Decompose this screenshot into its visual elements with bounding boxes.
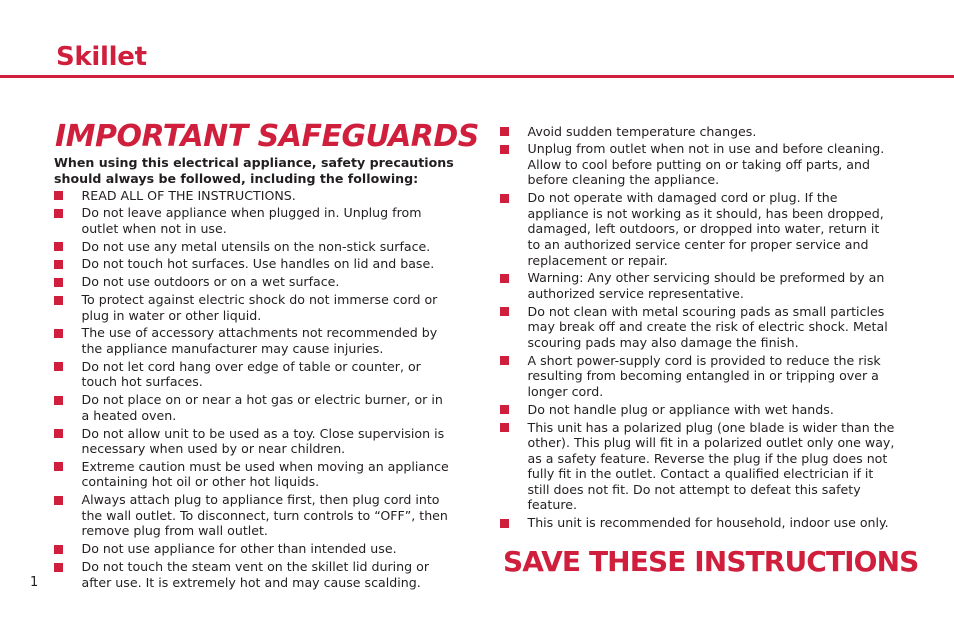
safeguard-item xyxy=(54,426,454,457)
safeguard-item xyxy=(54,325,454,356)
safeguard-text: Unplug from outlet when not in use and before cleaning. Allow to cool before putting on or taking off parts, and before cleaning the appliance. xyxy=(527,141,885,188)
safeguard-text: Extreme caution must be used when moving an appliance containing hot oil or other hot liquids. xyxy=(81,458,449,490)
square-bullet-icon xyxy=(54,329,63,338)
safeguard-item xyxy=(54,541,454,557)
section-title: Skillet xyxy=(56,42,147,72)
safeguard-item xyxy=(54,256,454,272)
safeguard-text: Avoid sudden temperature changes. xyxy=(527,123,757,139)
safeguard-text: Do not let cord hang over edge of table or counter, or touch hot surfaces. xyxy=(81,358,421,390)
safeguard-text: Do not operate with damaged cord or plug. If the appliance is not working as it should, has been dropped, damaged, left outdoors, or dropped into water, return it to an authorized service center for proper service and replacement or repair. xyxy=(527,190,884,268)
safeguard-text: Do not touch the steam vent on the skillet lid during or after use. It is extremely hot and may cause scalding. xyxy=(81,559,430,590)
square-bullet-icon xyxy=(54,242,63,251)
square-bullet-icon xyxy=(500,356,509,365)
safeguard-text: Warning: Any other servicing should be preformed by an authorized service representative. xyxy=(527,270,885,301)
safeguard-text: READ ALL OF THE INSTRUCTIONS. xyxy=(81,187,296,203)
safeguard-item xyxy=(500,353,895,400)
square-bullet-icon xyxy=(500,194,509,203)
square-bullet-icon xyxy=(54,296,63,305)
safeguard-text: This unit is recommended for household, indoor use only. xyxy=(527,515,889,531)
square-bullet-icon xyxy=(54,429,63,438)
safeguard-text: This unit has a polarized plug (one blade is wider than the other). This plug will fit in a polarized outlet only one way, as a safety feature. Reverse the plug if the plug does not fully fit in the outlet. Contact a qualified electrician if it still does not fit. Do not attempt to defeat this safety feature. xyxy=(527,419,895,513)
square-bullet-icon xyxy=(54,462,63,471)
safeguard-item xyxy=(500,190,895,268)
header-divider xyxy=(0,75,954,78)
safeguard-text: A short power-supply cord is provided to reduce the risk resulting from becoming entangled in or tripping over a longer cord. xyxy=(527,352,881,399)
safeguard-item xyxy=(54,292,454,323)
intro-text: When using this electrical appliance, safety precautions should always be followed, including the following: xyxy=(54,155,454,186)
safeguard-item xyxy=(54,492,454,539)
square-bullet-icon xyxy=(54,191,63,200)
square-bullet-icon xyxy=(500,274,509,283)
square-bullet-icon xyxy=(54,563,63,572)
square-bullet-icon xyxy=(500,307,509,316)
safeguards-list-right xyxy=(500,124,895,534)
safeguard-item xyxy=(54,392,454,423)
square-bullet-icon xyxy=(54,278,63,287)
page-number: 1 xyxy=(30,575,39,590)
safeguard-item xyxy=(500,304,895,351)
safeguard-text: Do not allow unit to be used as a toy. Close supervision is necessary when used by or near children. xyxy=(81,425,445,457)
safeguard-item xyxy=(500,420,895,514)
square-bullet-icon xyxy=(54,362,63,371)
safeguard-text: Always attach plug to appliance first, then plug cord into the wall outlet. To disconnect, turn controls to “OFF”, then remove plug from wall outlet. xyxy=(81,492,448,539)
safeguard-text: Do not leave appliance when plugged in. Unplug from outlet when not in use. xyxy=(81,205,422,236)
square-bullet-icon xyxy=(500,127,509,136)
square-bullet-icon xyxy=(54,496,63,505)
safeguard-text: The use of accessory attachments not recommended by the appliance manufacturer may cause injuries. xyxy=(81,325,438,356)
safeguards-heading: IMPORTANT SAFEGUARDS xyxy=(55,119,479,154)
safeguard-text: Do not place on or near a hot gas or electric burner, or in a heated oven. xyxy=(81,392,443,423)
safeguard-item xyxy=(500,270,895,301)
safeguard-text: Do not use outdoors or on a wet surface. xyxy=(81,274,340,290)
safeguard-item xyxy=(500,124,895,140)
square-bullet-icon xyxy=(54,545,63,554)
safeguard-text: Do not handle plug or appliance with wet hands. xyxy=(527,401,834,417)
safeguard-text: Do not use any metal utensils on the non-stick surface. xyxy=(81,238,431,254)
square-bullet-icon xyxy=(54,396,63,405)
safeguard-item xyxy=(54,239,454,255)
safeguard-text: Do not touch hot surfaces. Use handles on lid and base. xyxy=(81,256,435,272)
square-bullet-icon xyxy=(500,519,509,528)
safeguard-item xyxy=(54,359,454,390)
safeguard-item xyxy=(54,188,454,204)
safeguards-list-left xyxy=(54,188,454,593)
safeguard-item xyxy=(54,274,454,290)
safeguard-item xyxy=(54,205,454,236)
safeguard-text: Do not use appliance for other than intended use. xyxy=(81,541,397,557)
safeguard-item xyxy=(500,402,895,418)
safeguard-item xyxy=(54,459,454,490)
safeguard-text: To protect against electric shock do not immerse cord or plug in water or other liquid. xyxy=(81,292,438,323)
square-bullet-icon xyxy=(54,260,63,269)
square-bullet-icon xyxy=(500,145,509,154)
safeguard-item xyxy=(54,559,454,590)
square-bullet-icon xyxy=(54,209,63,218)
square-bullet-icon xyxy=(500,405,509,414)
save-instructions-heading: SAVE THESE INSTRUCTIONS xyxy=(503,545,919,578)
safeguard-item xyxy=(500,141,895,188)
safeguard-item xyxy=(500,515,895,531)
square-bullet-icon xyxy=(500,423,509,432)
safeguard-text: Do not clean with metal scouring pads as small particles may break off and create the risk of electric shock. Metal scouring pads may also damage the finish. xyxy=(527,303,888,350)
